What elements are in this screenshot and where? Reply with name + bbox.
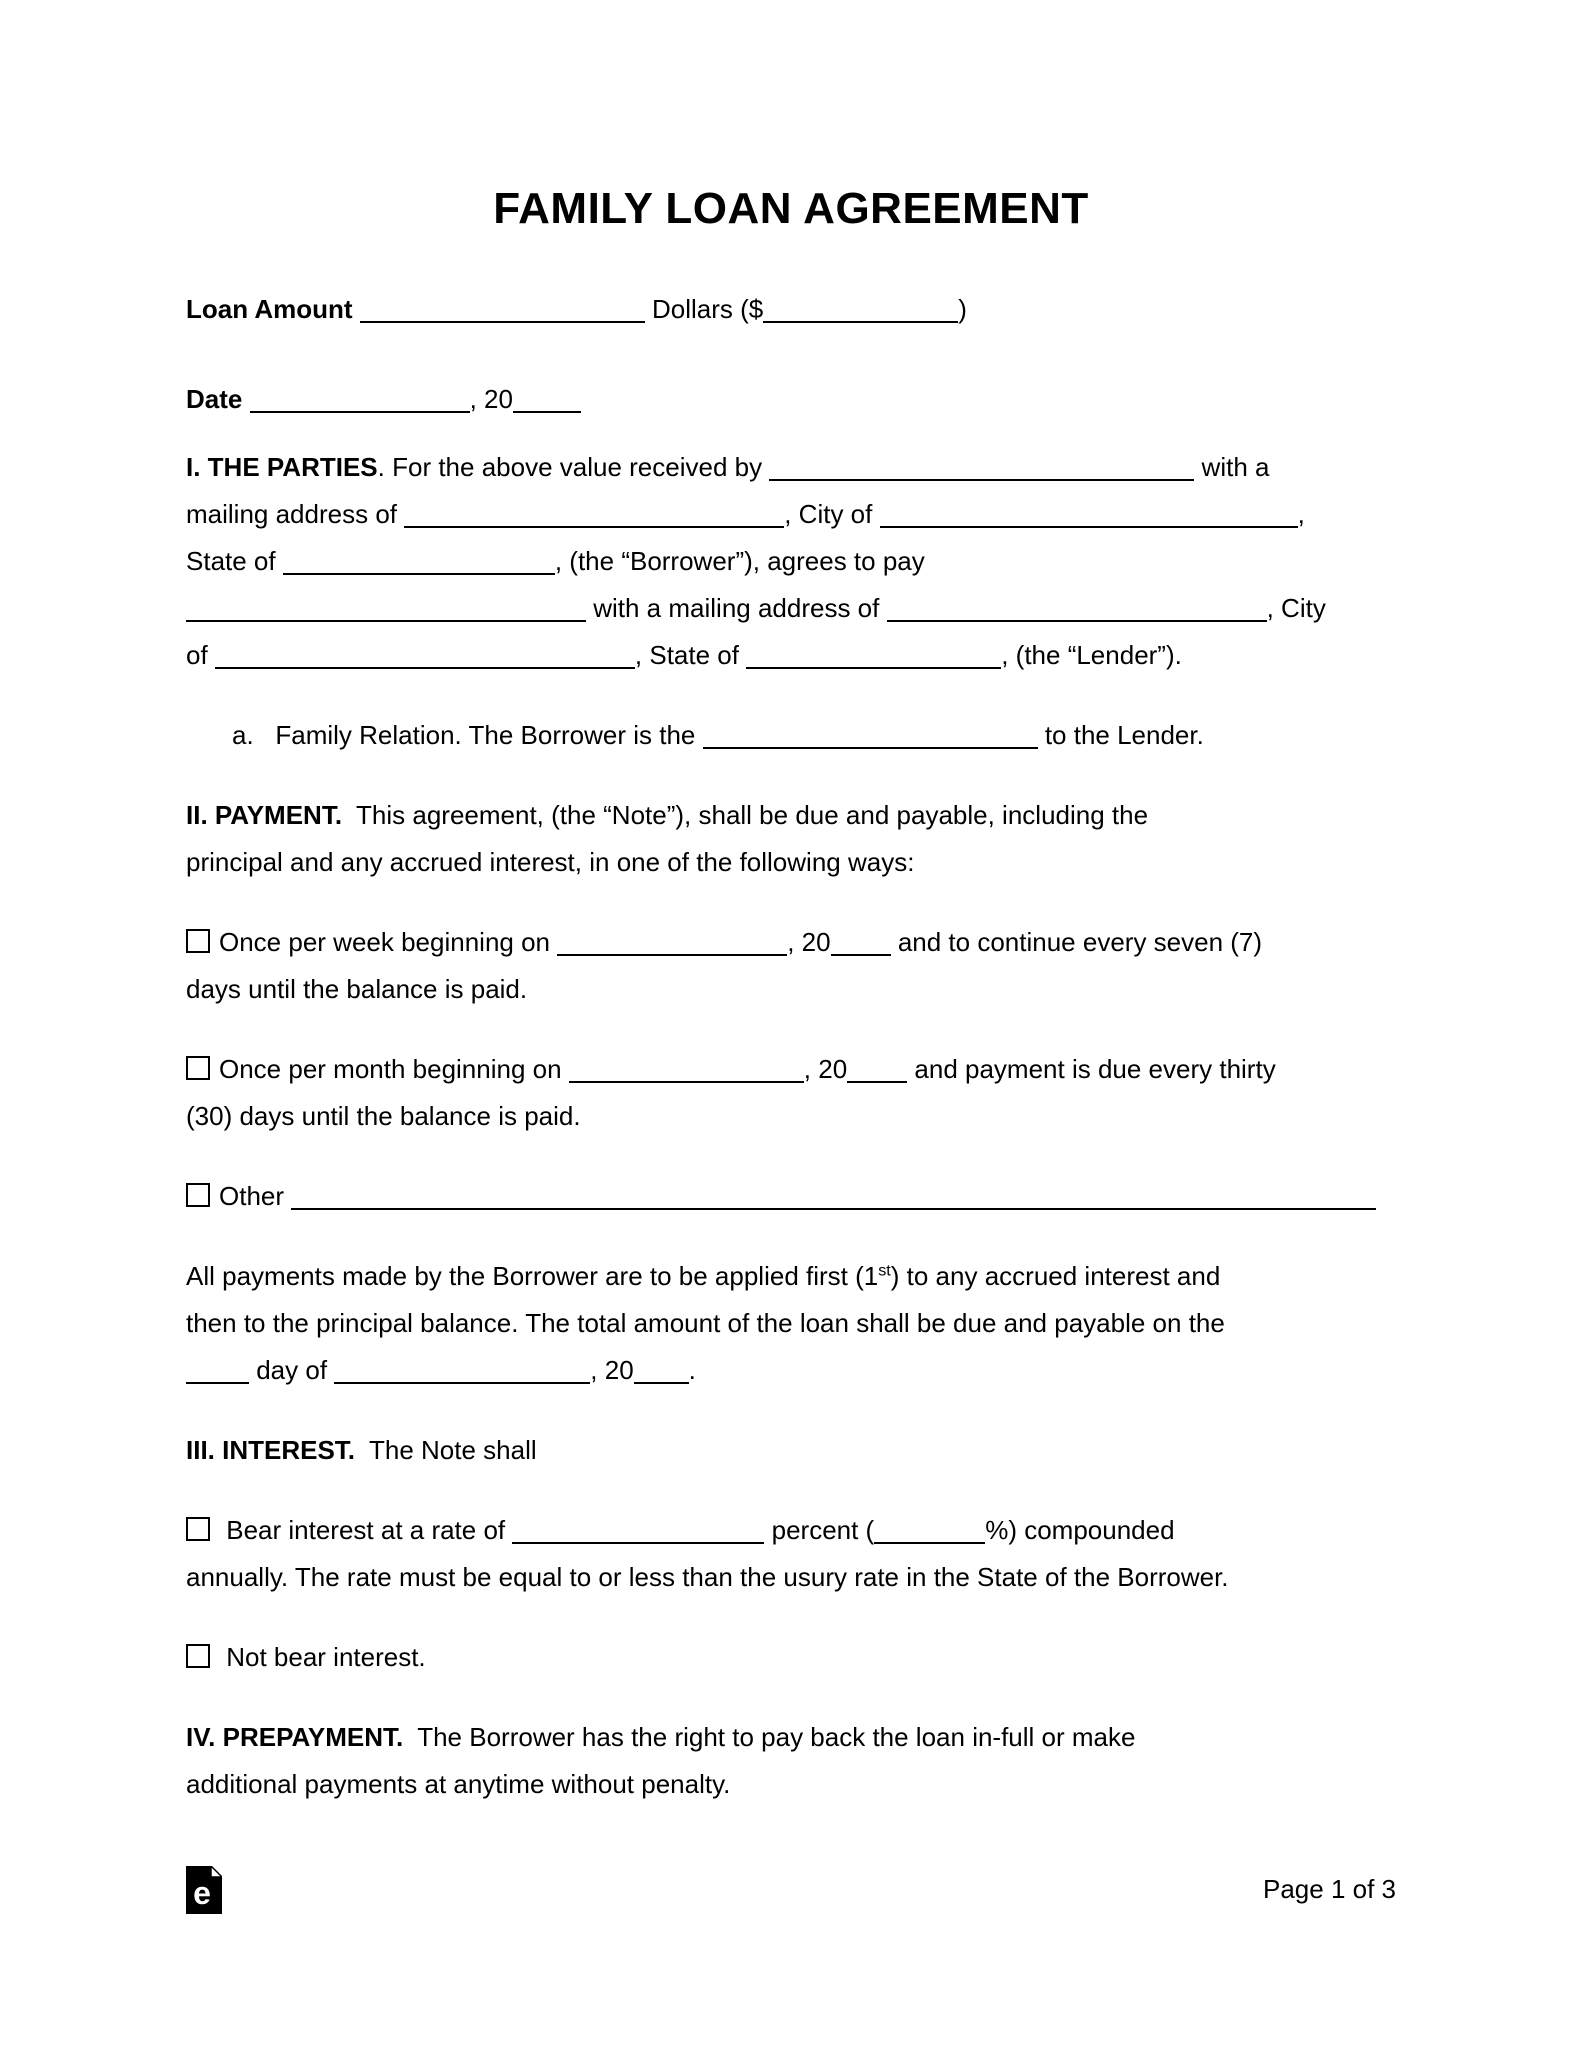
parties-line-3	[186, 538, 1396, 585]
bear-interest-checkbox[interactable]	[186, 1517, 210, 1541]
bear-interest-line-1	[186, 1507, 1396, 1554]
other-description-blank[interactable]	[291, 1182, 1376, 1210]
parties-line-4-text: , City	[1266, 593, 1326, 623]
parties-line-4	[186, 585, 1396, 632]
weekly-option-line-1-text: Once per week beginning on	[219, 927, 558, 957]
parties-line-1-text: . For the above value received by	[377, 452, 770, 482]
payment-line-2-text: principal and any accrued interest, in one of the following ways:	[186, 847, 915, 877]
applied-first-line-3-text: day of	[249, 1355, 335, 1385]
weekly-option-line-2	[186, 966, 1396, 1013]
not-bear-interest-line-text: Not bear interest.	[219, 1642, 426, 1672]
payment-line-2	[186, 839, 1396, 886]
weekly-option-line-1-text: , 20	[787, 927, 831, 957]
monthly-option-line-1-text: Once per month beginning on	[219, 1054, 569, 1084]
document-title: FAMILY LOAN AGREEMENT	[493, 184, 1089, 233]
lender-name-blank[interactable]	[186, 594, 586, 622]
family-relation-blank[interactable]	[703, 721, 1038, 749]
parties-line-5-text: , (the “Lender”).	[1001, 640, 1182, 670]
lender-address-blank[interactable]	[887, 594, 1267, 622]
interest-percent-blank[interactable]	[874, 1516, 985, 1544]
footer	[186, 1866, 1396, 1914]
parties-line-5-text: of	[186, 640, 215, 670]
bear-interest-line-2	[186, 1554, 1396, 1601]
loan-amount-blank[interactable]	[360, 295, 645, 323]
applied-first-line-2-text: then to the principal balance. The total amount of the loan shall be due and payable on the	[186, 1308, 1225, 1338]
prepayment-line-2-text: additional payments at anytime without penalty.	[186, 1769, 731, 1799]
not-bear-interest-line	[186, 1634, 1396, 1681]
parties-line-2-text: mailing address of	[186, 499, 405, 529]
lender-state-blank[interactable]	[746, 641, 1001, 669]
date-line	[186, 376, 1396, 423]
parties-line-3-text: , (the “Borrower”), agrees to pay	[554, 546, 925, 576]
parties-line-2-text: , City of	[784, 499, 880, 529]
borrower-state-blank[interactable]	[283, 547, 555, 575]
once-per-month-checkbox[interactable]	[186, 1056, 210, 1080]
prepayment-line-1-text: The Borrower has the right to pay back the loan in-full or make	[403, 1722, 1136, 1752]
payment-line-1-bold: II. PAYMENT.	[186, 800, 343, 830]
interest-heading-line-text: The Note shall	[355, 1435, 537, 1465]
prepayment-line-1-bold: IV. PREPAYMENT.	[186, 1722, 404, 1752]
prepayment-line-2	[186, 1761, 1396, 1808]
weekly-option-line-1-text: and to continue every seven (7)	[890, 927, 1263, 957]
due-month-blank[interactable]	[334, 1356, 590, 1384]
applied-first-line-2	[186, 1300, 1396, 1347]
month-start-date-blank[interactable]	[569, 1055, 804, 1083]
loan-amount-line	[186, 286, 1396, 333]
svg-text:e: e	[193, 1875, 211, 1911]
loan-amount-numeric-blank[interactable]	[763, 295, 958, 323]
parties-line-5-text: , State of	[634, 640, 747, 670]
date-year-blank[interactable]	[513, 385, 581, 413]
applied-first-line-1-text: ) to any accrued interest and	[890, 1261, 1221, 1291]
lender-city-blank[interactable]	[215, 641, 635, 669]
loan-amount-line-text: )	[958, 294, 967, 324]
parties-line-2-text: ,	[1297, 499, 1305, 529]
parties-line-1-text: with a	[1194, 452, 1270, 482]
document-body	[186, 235, 1396, 1808]
parties-line-2	[186, 491, 1396, 538]
bear-interest-line-1-text: Bear interest at a rate of	[219, 1515, 513, 1545]
page-number: Page 1 of 3	[1263, 1874, 1396, 1904]
monthly-option-line-1-text: and payment is due every thirty	[907, 1054, 1276, 1084]
interest-heading-line-bold: III. INTEREST.	[186, 1435, 356, 1465]
other-checkbox[interactable]	[186, 1183, 210, 1207]
eforms-logo-icon	[186, 1866, 222, 1914]
borrower-city-blank[interactable]	[880, 500, 1298, 528]
weekly-option-line-1	[186, 919, 1396, 966]
due-year-blank[interactable]	[634, 1356, 689, 1384]
once-per-week-checkbox[interactable]	[186, 929, 210, 953]
monthly-option-line-1-text: , 20	[803, 1054, 848, 1084]
parties-line-4-text: with a mailing address of	[586, 593, 887, 623]
date-line-text: , 20	[469, 384, 513, 414]
bear-interest-line-2-text: annually. The rate must be equal to or less than the usury rate in the State of the Borrower.	[186, 1562, 1229, 1592]
bear-interest-line-1-text: percent (	[764, 1515, 875, 1545]
applied-first-line-3	[186, 1347, 1396, 1394]
monthly-option-line-2-text: (30) days until the balance is paid.	[186, 1101, 581, 1131]
borrower-address-blank[interactable]	[404, 500, 784, 528]
family-relation-line	[186, 712, 1396, 759]
borrower-name-blank[interactable]	[769, 453, 1194, 481]
payment-line-1-text: This agreement, (the “Note”), shall be due and payable, including the	[342, 800, 1149, 830]
parties-line-3-text: State of	[186, 546, 283, 576]
applied-first-line-1-text: All payments made by the Borrower are to be applied first (1	[186, 1261, 879, 1291]
family-relation-line-text: a. Family Relation. The Borrower is the	[232, 720, 703, 750]
parties-line-1	[186, 444, 1396, 491]
interest-rate-blank[interactable]	[512, 1516, 764, 1544]
not-bear-interest-checkbox[interactable]	[186, 1644, 210, 1668]
weekly-option-line-2-text: days until the balance is paid.	[186, 974, 528, 1004]
date-line-bold: Date	[186, 384, 250, 414]
parties-line-5	[186, 632, 1396, 679]
applied-first-line-3-text: .	[688, 1355, 696, 1385]
prepayment-line-1	[186, 1714, 1396, 1761]
applied-first-line-1	[186, 1253, 1396, 1300]
loan-amount-line-bold: Loan Amount	[186, 294, 360, 324]
week-start-year-blank[interactable]	[831, 928, 891, 956]
monthly-option-line-1	[186, 1046, 1396, 1093]
date-blank[interactable]	[250, 385, 470, 413]
interest-heading-line	[186, 1427, 1396, 1474]
loan-amount-line-text: Dollars ($	[644, 294, 764, 324]
month-start-year-blank[interactable]	[847, 1055, 907, 1083]
other-option-line	[186, 1173, 1396, 1220]
applied-first-line-1-sup: st	[878, 1261, 891, 1280]
due-day-blank[interactable]	[186, 1356, 249, 1384]
family-relation-line-text: to the Lender.	[1037, 720, 1204, 750]
other-option-line-text: Other	[219, 1181, 292, 1211]
week-start-date-blank[interactable]	[557, 928, 787, 956]
applied-first-line-3-text: , 20	[590, 1355, 634, 1385]
bear-interest-line-1-text: %) compounded	[985, 1515, 1175, 1545]
parties-line-1-bold: I. THE PARTIES	[186, 452, 378, 482]
monthly-option-line-2	[186, 1093, 1396, 1140]
payment-line-1	[186, 792, 1396, 839]
